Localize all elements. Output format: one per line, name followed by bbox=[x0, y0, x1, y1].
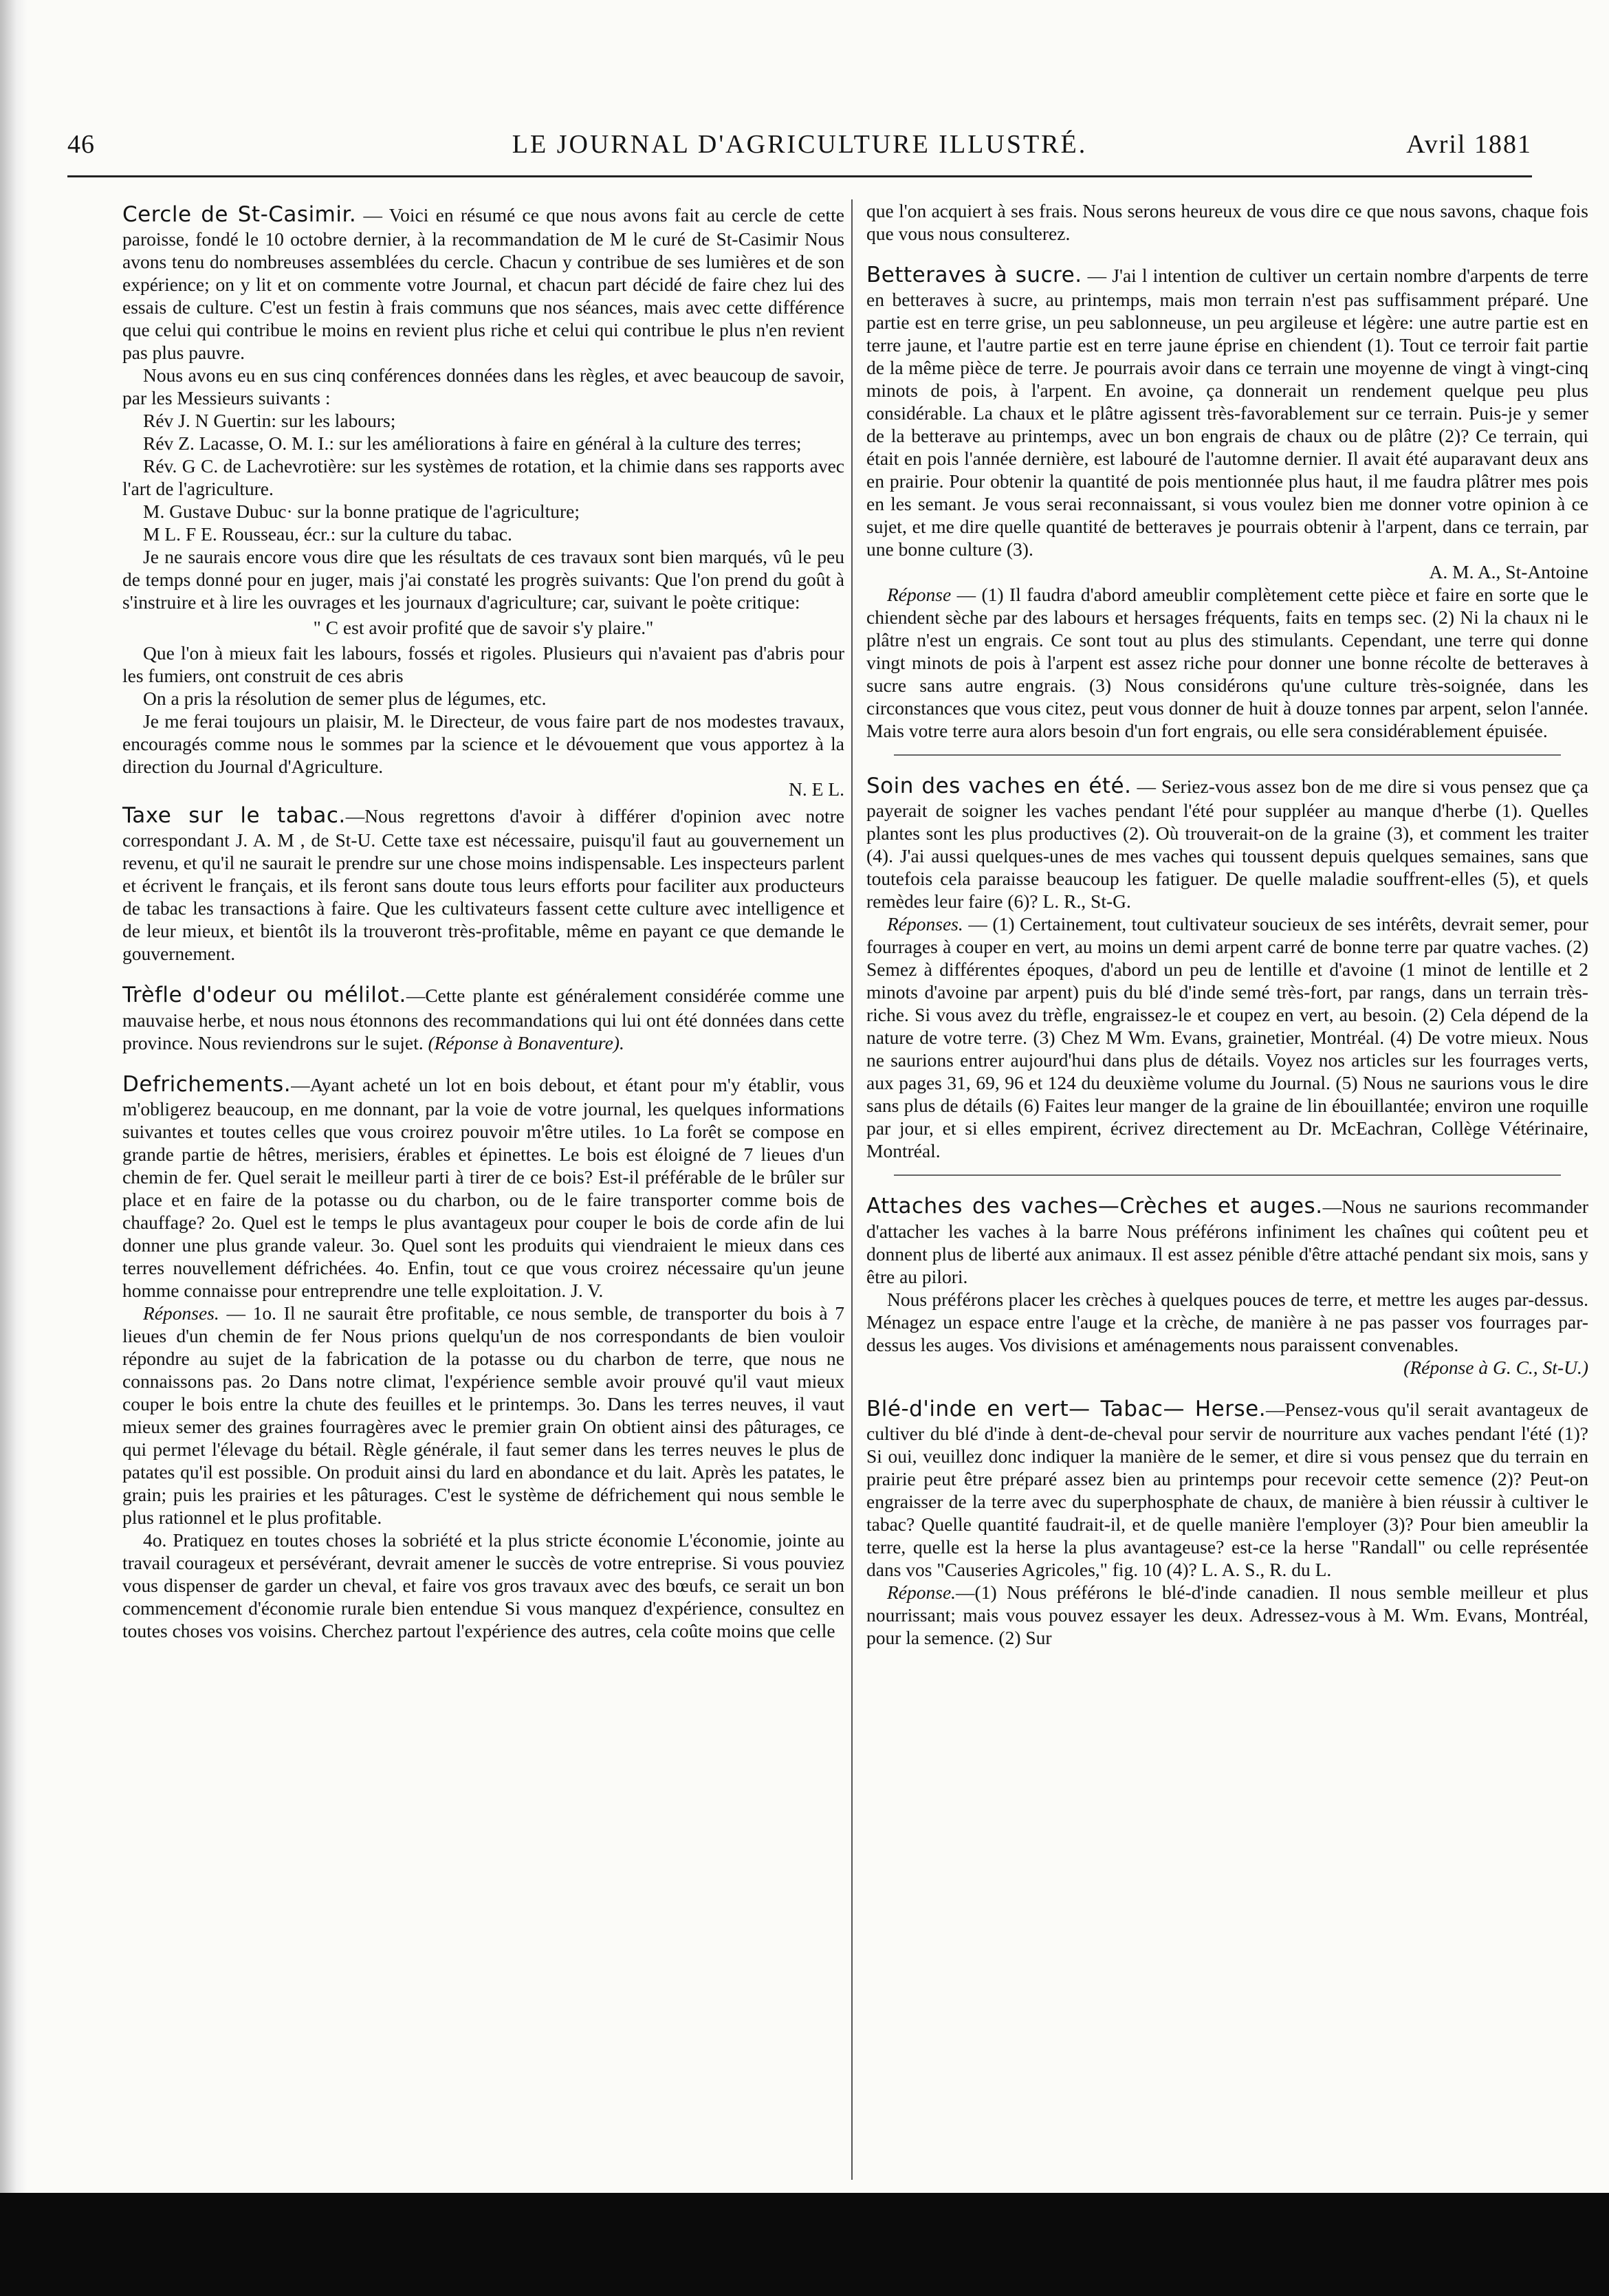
reply-text: — (1) Il faudra d'abord ameublir complètement cette pièce et faire en sorte que le chiendent sèche par des labours et hersages fréquents, faits en temps sec. (2) Ni la chaux ni le plâtre n'est un engrais. Ce sont tout au plus des stimulants. Cependant, une terre qui donne vingt minots de pois à l'arpent est assez riche pour donner une bonne récolte de betteraves à sucre sans autre engrais. (3) Nous considérons qu'une culture très-soignée, dans les circonstances que vous citez, peut vous donner de huit à douze tonnes par arpent, selon l'année. Mais votre terre aura alors besoin d'un fort engrais, ou elle sera considérablement épuisée. bbox=[866, 584, 1588, 742]
reply-reference: (Réponse à Bonaventure). bbox=[428, 1031, 624, 1053]
reply-text: 4o. Pratiquez en toutes choses la sobriété et la plus stricte économie L'économie, jointe au travail courageux et persévérant, devrait amener le succès de votre entreprise. Si vous pouviez vous dispenser de garder un cheval, et faire vos gros travaux avec des bœufs, ce serait un bon commencement d'économie rurale bien entendue Si vous manquez d'expérience, consultez en toutes choses vos voisins. Cherchez partout l'expérience des autres, cela coûte moins que celle bbox=[122, 1529, 844, 1641]
section-rule bbox=[894, 754, 1561, 756]
article-cercle bbox=[122, 202, 844, 800]
article-heading: Trèfle d'odeur ou mélilot. bbox=[122, 983, 406, 1008]
reply-label: Réponses. bbox=[143, 1302, 219, 1324]
scan-bottom-edge bbox=[0, 2193, 1609, 2296]
reply-text: —(1) Nous préférons le blé-d'inde canadien. Il nous semble meilleur et plus nourrissant; mais vous pouvez essayer les deux. Adressez-vous à M. Wm. Evans, Montréal, pour la semence. (2) Sur bbox=[866, 1581, 1588, 1648]
left-column bbox=[122, 199, 844, 1642]
list-item: Rév Z. Lacasse, O. M. I.: sur les améliorations à faire en général à la culture des terres; bbox=[143, 433, 802, 455]
article-heading: Attaches des vaches—Crèches et auges. bbox=[866, 1194, 1323, 1219]
article-betteraves bbox=[866, 263, 1588, 742]
article-heading: Taxe sur le tabac. bbox=[122, 803, 346, 829]
article-text: —Pensez-vous qu'il serait avantageux de cultiver du blé d'inde à dent-de-cheval pour servir de nourriture aux vaches pendant l'été (1)? Si oui, veuillez donc indiquer la manière de le semer, et dire si vous pensez que du terrain en prairie peut être préparé assez bien au printemps pour recevoir cette semence (2)? Peut-on engraisser de la terre avec du superphosphate de chaux, de manière à bien réussir à cultiver le tabac? Quelle quantité faudrait-il, et de quelle manière l'employer (3)? Pour bien ameublir la terre, quelle est la herse la plus avantageuse? est-ce la herse "Randall" ou celle représentée dans vos "Causeries Agricoles," fig. 10 (4)? bbox=[866, 1398, 1588, 1580]
article-text: Je me ferai toujours un plaisir, M. le Directeur, de vous faire part de nos modestes travaux, encouragés comme nous le sommes par la science et le dévouement que vous apportez à la direction du Journal d'Agriculture. bbox=[122, 710, 844, 778]
header-rule bbox=[67, 175, 1532, 177]
reply-label: Réponse bbox=[887, 584, 952, 606]
article-text: Nous préférons placer les crèches à quelques pouces de terre, et mettre les auges par-dessus. Ménagez un espace entre l'auge et la crèche, de manière à ne pas passer vos fourrages par-dessus les auges. Vos divisions et aménagements nous paraissent convenables. bbox=[866, 1288, 1588, 1355]
article-text: — Voici en résumé ce que nous avons fait au cercle de cette paroisse, fondé le 10 octobre dernier, à la recommandation de M le curé de St-Casimir Nous avons tenu do nombreuses assemblées du cercle. Chacun y contribue de ses lumières et de son expérience; on y lit et on commente votre Journal, et chacun part décidé de faire chez lui des essais de culture. C'est un festin à frais communs que nos séances, mais avec cette différence que celui qui contribue le moins en revient plus riche et celui qui contribue le plus n'en revient pas plus pauvre. bbox=[122, 204, 844, 364]
reply-reference: (Réponse à G. C., St-U.) bbox=[1403, 1356, 1588, 1378]
signature: L. A. S., R. du L. bbox=[1201, 1558, 1332, 1580]
reply-text: — 1o. Il ne saurait être profitable, ce nous semble, de transporter du bois à 7 lieues d'un chemin de fer Nous prions quelqu'un de nos correspondants de bien vouloir répondre au sujet de la fabrication de la potasse ou du charbon de terre, que nous ne connaissons pas. 2o Dans notre climat, l'expérience semble avoir prouvé qu'il vaut mieux couper le bois entre la chute des feuilles et le printemps. 3o. Dans les terres neuves, il vaut mieux semer des graines fourragères avec le premier grain On obtient ainsi des pâturages, ce qui permet l'élevage du bétail. Règle générale, il faut semer dans les terres neuves le plus de patates qu'il est possible. On produit ainsi du lard en abondance et du lait. Après les patates, le grain; puis les prairies et les pâturages. C'est le système de défrichement qui nous semble le plus rationnel et le plus profitable. bbox=[122, 1302, 845, 1528]
article-taxe bbox=[122, 803, 844, 965]
article-text: — Seriez-vous assez bon de me dire si vous pensez que ça payerait de soigner les vaches pendant l'été pour suppléer au manque d'herbe (1). Quelles plantes sont les plus productives (2). Où trouverait-on de la graine (3), et comment les traiter (4). J'ai aussi quelques-unes de mes vaches qui toussent depuis quelques semaines, sans que toutefois cela paraisse beaucoup les fatiguer. De quelle maladie souffrent-elles (5), et quels remèdes leur faire (6)? bbox=[866, 776, 1588, 912]
signature: A. M. A., St-Antoine bbox=[1429, 561, 1588, 583]
article-heading: Betteraves à sucre. bbox=[866, 263, 1082, 287]
list-item: M. Gustave Dubuc· sur la bonne pratique de l'agriculture; bbox=[143, 501, 580, 523]
right-column bbox=[866, 199, 1588, 1649]
article-attaches bbox=[866, 1194, 1588, 1378]
article-text: —Ayant acheté un lot en bois debout, et étant pour m'y établir, vous m'obligerez beaucoup, en me donnant, par la voie de votre journal, les quelques informations suivantes et toutes celles que vous croirez pouvoir m'être utiles. 1o La forêt se compose en grande partie de hêtres, merisiers, érables et épinettes. Le bois est éloigné de 7 lieues d'un chemin de fer. Quel serait le meilleur parti à tirer de ce bois? Est-il préférable de le brûler sur place et en faire de la potasse ou du charbon, ou de le faire transporter comme bois de chauffage? 2o. Quel est le temps le plus avantageux pour couper le bois de corde afin de lui donner une plus grande valeur. 3o. Quel sont les produits qui viendraient le mieux dans ces terres nouvellement défrichées. 4o. Enfin, tout ce que vous croirez nécessaire qu'un jeune homme connaisse pour entreprendre une telle exploitation. bbox=[122, 1073, 844, 1301]
page-header bbox=[67, 129, 1532, 171]
list-item: M L. F E. Rousseau, écr.: sur la culture du tabac. bbox=[143, 523, 512, 545]
reply-text: — (1) Certainement, tout cultivateur soucieux de ses intérêts, devrait semer, pour fourrages à couper en vert, au moins un demi arpent carré de bonne terre par quatre vaches. (2) Semez à différentes époques, d'abord un peu de lentille et d'avoine (1 minot de lentille et 2 minots d'avoine par arpent) puis du blé d'inde semé très-fort, par rangs, dans un terrain très-riche. Si vous avez du trèfle, engraissez-le et coupez en vert, au besoin. (2) Cela dépend de la nature de votre terre. (3) Chez M Wm. Evans, grainetier, Montréal. (4) De votre mieux. Nous ne saurions entrer aujourd'hui dans plus de détails. Voyez nos articles sur les fourrages verts, aux pages 31, 69, 96 et 124 du deuxième volume du Journal. (5) Nous ne saurions vous le dire sans plus de détails (6) Faites leur manger de la graine de lin ébouillantée; environ une roquille par jour, et si elles empirent, écrivez directement au Dr. McEachran, Collège Vétérinaire, Montréal. bbox=[866, 913, 1589, 1162]
page-number: 46 bbox=[67, 130, 95, 159]
signature: L. R., St-G. bbox=[1042, 890, 1131, 912]
article-text: Je ne saurais encore vous dire que les résultats de ces travaux sont bien marqués, vû le peu de temps donné pour en juger, mais j'ai constaté les progrès suivants: Que l'on prend du goût à s'instruire et à lire les ouvrages et les journaux d'agriculture; car, suivant le poète critique: bbox=[122, 546, 844, 613]
article-trefle bbox=[122, 983, 844, 1053]
article-text: Nous avons eu en sus cinq conférences données dans les règles, et avec beaucoup de savoir, par les Messieurs suivants : bbox=[122, 364, 844, 409]
reply-label: Réponses. bbox=[887, 913, 963, 935]
journal-title: LE JOURNAL D'AGRICULTURE ILLUSTRÉ. bbox=[512, 130, 1088, 159]
scan-margin-shadow bbox=[0, 0, 28, 2296]
article-ble-dinde bbox=[866, 1397, 1588, 1649]
column-divider bbox=[851, 199, 853, 2180]
article-text: —Nous regrettons d'avoir à différer d'opinion avec notre correspondant J. A. M , de St-U. Cette taxe est nécessaire, puisqu'il faut au gouvernement un revenu, et qu'il ne saurait le prendre sur une chose moins indispensable. Les inspecteurs parlent et écrivent le français, et ils feront sans doute tous leurs efforts pour faciliter aux producteurs de tabac les transactions à faire. Que les cultivateurs fassent cette culture avec intelligence et de leur mieux, et bientôt ils la trouveront très-profitable, même en payant ce que demande le gouvernement. bbox=[122, 805, 844, 965]
article-text: —Nous ne saurions recommander d'attacher les vaches à la barre Nous préférons infiniment les chaînes qui coûtent peu et donnent plus de liberté aux animaux. Il est assez pénible d'être attaché pendant six mois, sans y être au pilori. bbox=[866, 1196, 1588, 1287]
article-heading: Blé-d'inde en vert— Tabac— Herse. bbox=[866, 1396, 1267, 1421]
issue-date: Avril 1881 bbox=[1406, 130, 1532, 159]
article-text: — J'ai l intention de cultiver un certain nombre d'arpents de terre en betteraves à sucre, au printemps, mais mon terrain n'est pas suffisamment préparé. Une partie est en terre grise, un peu sablonneuse, un peu argileuse et légère: une autre partie est en terre jaune, et l'autre partie est en terre jaune éprise en chiendent (1). Tout ce terroir fait partie de la même pièce de terre. Je pourrais avoir dans ce terrain une moyenne de vingt à vingt-cinq minots de pois, à l'arpent. En avoine, ça donnerait un rendement quelque peu plus considérable. La chaux et le plâtre agissent très-favorablement sur ce terrain. Puis-je y semer de la betterave au printemps, avec un bon engrais de chaux ou de plâtre (2)? Ce terrain, qui était en pois l'année dernière, est labouré de l'automne dernier. Il avait été auparavant deux ans en prairie. Pour obtenir la quantité de pois mentionnée plus haut, il me faudra plâtrer mes pois en les semant. Je vous serai reconnaissant, si vous voulez bien me donner votre opinion à ce sujet, et me dire quelle quantité de betteraves je pourrais obtenir à l'arpent, dans ce terrain, par une bonne culture (3). bbox=[866, 265, 1589, 560]
quotation: " C est avoir profité que de savoir s'y plaire." bbox=[313, 617, 654, 639]
signature: N. E L. bbox=[789, 778, 844, 800]
list-item: Rév. G C. de Lachevrotière: sur les systèmes de rotation, et la chimie dans ses rapports avec l'art de l'agriculture. bbox=[122, 455, 844, 500]
continued-text: que l'on acquiert à ses frais. Nous serons heureux de vous dire ce que nous savons, chaque fois que vous nous consulterez. bbox=[866, 200, 1588, 244]
article-heading: Cercle de St-Casimir. bbox=[122, 202, 357, 227]
section-rule bbox=[894, 1174, 1561, 1176]
article-soin-vaches bbox=[866, 774, 1588, 1162]
article-text: Que l'on à mieux fait les labours, fossés et rigoles. Plusieurs qui n'avaient pas d'abris pour les fumiers, ont construit de ces abris bbox=[122, 642, 844, 687]
article-text: On a pris la résolution de semer plus de légumes, etc. bbox=[143, 688, 547, 710]
article-heading: Soin des vaches en été. bbox=[866, 774, 1132, 799]
article-heading: Defrichements. bbox=[122, 1071, 292, 1097]
article-defrichements bbox=[122, 1072, 844, 1642]
article-text: —Cette plante est généralement considérée comme une mauvaise herbe, et nous nous étonnons des recommandations qui lui ont été données dans cette province. Nous reviendrons sur le sujet. bbox=[122, 985, 845, 1053]
signature: J. V. bbox=[571, 1279, 604, 1301]
reply-label: Réponse. bbox=[887, 1581, 956, 1603]
list-item: Rév J. N Guertin: sur les labours; bbox=[143, 410, 396, 432]
